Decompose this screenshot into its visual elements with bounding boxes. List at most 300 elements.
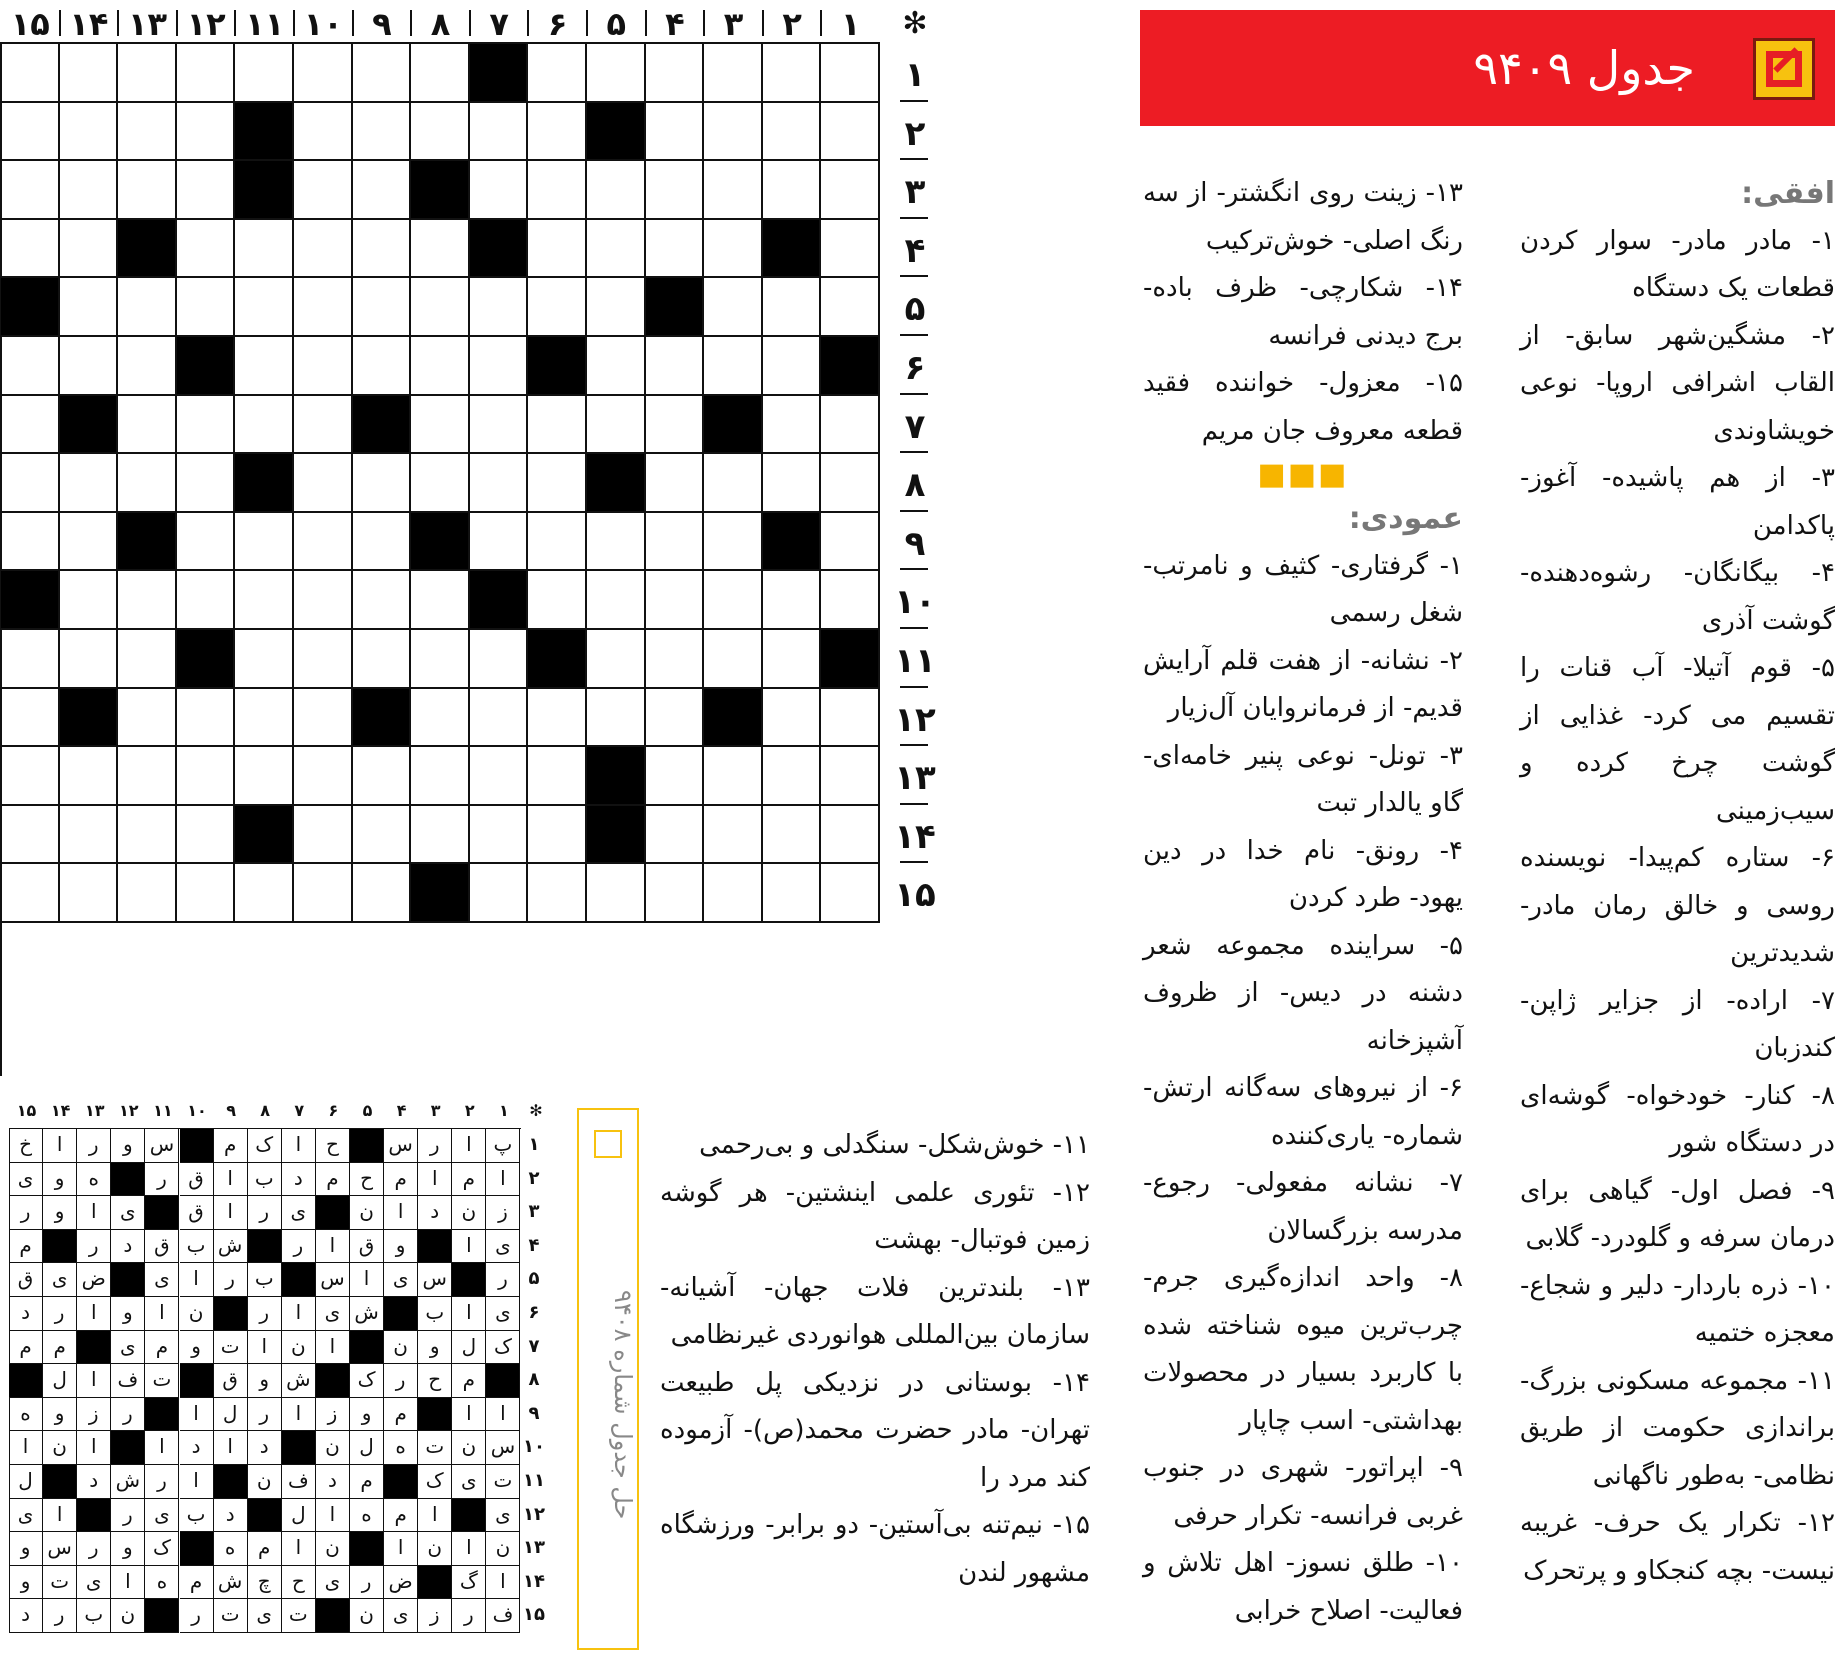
black-cell: [587, 103, 646, 162]
solution-black-cell: [350, 1331, 384, 1365]
solution-column-number: ۳: [430, 1101, 441, 1120]
grid-cell: [528, 747, 587, 806]
solution-cell: ک: [145, 1532, 179, 1566]
across-clue: ۱۳- زینت روی انگشتر- از سه رنگ اصلی- خوش‌ترکیب: [1143, 178, 1463, 256]
grid-cell: [411, 220, 470, 279]
solution-black-cell: [180, 1364, 214, 1398]
grid-cell: [763, 337, 822, 396]
down-clue: ۱۲- تئوری علمی اینشتین- هر گوشه زمین فوتبال- بهشت: [660, 1177, 1090, 1255]
solution-cell: م: [9, 1331, 43, 1365]
column-number: ۱۲: [186, 5, 226, 43]
row-number: ۱۲: [894, 699, 936, 740]
row-number: ۶: [904, 348, 926, 388]
solution-cell: ب: [77, 1599, 111, 1633]
solution-cell: ت: [486, 1465, 520, 1499]
black-cell: [587, 454, 646, 513]
solution-cell: ا: [111, 1566, 145, 1600]
grid-cell: [821, 278, 880, 337]
solution-cell: و: [111, 1532, 145, 1566]
solution-cell: ی: [452, 1465, 486, 1499]
grid-cell: [587, 220, 646, 279]
solution-cell: ق: [9, 1263, 43, 1297]
column-number: ۵: [606, 5, 627, 43]
solution-cell: ش: [214, 1230, 248, 1264]
black-cell: [646, 278, 705, 337]
row-number: ۵: [904, 289, 926, 330]
solution-cell: ر: [43, 1297, 77, 1331]
solution-cell: م: [384, 1398, 418, 1432]
grid-cell: [704, 747, 763, 806]
solution-cell: م: [214, 1129, 248, 1163]
solution-cell: ا: [145, 1297, 179, 1331]
grid-cell: [704, 278, 763, 337]
grid-cell: [763, 864, 822, 923]
puzzle-title: جدول ۹۴۰۹: [1473, 41, 1695, 95]
solution-cell: ا: [452, 1398, 486, 1432]
solution-cell: م: [248, 1532, 282, 1566]
grid-cell: [1, 44, 60, 103]
grid-cell: [763, 454, 822, 513]
across-clue: ۸- کنار- خودخواه- گوشه‌ای در دستگاه شور: [1520, 1080, 1835, 1158]
grid-cell: [353, 864, 412, 923]
grid-cell: [294, 806, 353, 865]
grid-cell: [411, 278, 470, 337]
black-cell: [235, 103, 294, 162]
solution-cell: ا: [43, 1499, 77, 1533]
grid-cell: [821, 396, 880, 455]
solution-row-number: ۶: [528, 1302, 540, 1323]
grid-cell: [704, 454, 763, 513]
solution-cell: ن: [384, 1331, 418, 1365]
solution-cell: ل: [350, 1431, 384, 1465]
solution-cell: و: [111, 1297, 145, 1331]
solution-cell: د: [111, 1230, 145, 1264]
solution-cell: ی: [486, 1297, 520, 1331]
across-clue: ۱- مادر مادر- سوار کردن قطعات یک دستگاه: [1520, 225, 1835, 303]
black-cell: [587, 806, 646, 865]
solution-cell: ه: [145, 1566, 179, 1600]
down-clue: ۹- اپراتور- شهری در جنوب غربی فرانسه- تکرار حرفی: [1143, 1453, 1463, 1531]
solution-cell: و: [180, 1331, 214, 1365]
grid-cell: [704, 44, 763, 103]
black-cell: [470, 220, 529, 279]
solution-title: حل جدول شماره ۹۴۰۸: [609, 1290, 637, 1520]
grid-cell: [821, 220, 880, 279]
solution-row-number: ۲: [528, 1167, 540, 1189]
grid-cell: [1, 864, 60, 923]
solution-cell: ر: [248, 1297, 282, 1331]
across-clues-column: [1520, 170, 1835, 1595]
solution-cell: ا: [77, 1297, 111, 1331]
grid-cell: [177, 44, 236, 103]
solution-cell: د: [214, 1499, 248, 1533]
grid-cell: [646, 806, 705, 865]
grid-cell: [118, 571, 177, 630]
down-clue: ۸- واحد اندازه‌گیری جرم- چرب‌ترین میوه شناخته شده با کاربرد بسیار در محصولات بهداشتی- اسب چاپار: [1143, 1263, 1463, 1436]
solution-cell: ف: [111, 1364, 145, 1398]
solution-cell: ح: [418, 1364, 452, 1398]
grid-cell: [821, 689, 880, 748]
solution-cell: ی: [248, 1599, 282, 1633]
solution-cell: ا: [384, 1532, 418, 1566]
black-cell: [763, 220, 822, 279]
solution-cell: چ: [248, 1566, 282, 1600]
solution-column-number: ۱: [499, 1101, 509, 1120]
grid-cell: [294, 396, 353, 455]
black-cell: [821, 630, 880, 689]
grid-cell: [177, 103, 236, 162]
solution-cell: س: [43, 1532, 77, 1566]
solution-black-cell: [418, 1398, 452, 1432]
solution-column-number: ۹: [226, 1101, 236, 1120]
solution-black-cell: [77, 1499, 111, 1533]
solution-cell: ا: [77, 1196, 111, 1230]
solution-black-cell: [180, 1532, 214, 1566]
grid-cell: [294, 103, 353, 162]
column-number: ۳: [723, 5, 744, 43]
grid-cell: [646, 630, 705, 689]
grid-cell: [235, 337, 294, 396]
solution-cell: گ: [452, 1566, 486, 1600]
row-separator: [900, 100, 928, 102]
solution-cell: ن: [350, 1196, 384, 1230]
grid-cell: [528, 161, 587, 220]
solution-cell: م: [384, 1499, 418, 1533]
grid-cell: [118, 689, 177, 748]
row-number: ۱۰: [894, 582, 936, 623]
row-number: ۱۳: [894, 758, 936, 799]
solution-cell: ی: [9, 1499, 43, 1533]
grid-cell: [60, 806, 119, 865]
solution-cell: و: [9, 1532, 43, 1566]
solution-cell: ن: [486, 1532, 520, 1566]
grid-cell: [60, 747, 119, 806]
section-divider: ■■■: [1257, 457, 1349, 492]
row-separator: [900, 861, 928, 863]
grid-cell: [60, 220, 119, 279]
grid-cell: [821, 161, 880, 220]
grid-cell: [235, 747, 294, 806]
solution-cell: د: [248, 1431, 282, 1465]
grid-cell: [1, 747, 60, 806]
grid-cell: [704, 513, 763, 572]
puzzle-banner: [1140, 10, 1835, 126]
solution-black-cell: [384, 1297, 418, 1331]
grid-cell: [294, 44, 353, 103]
solution-black-cell: [214, 1297, 248, 1331]
solution-cell: ح: [350, 1163, 384, 1197]
solution-cell: ا: [316, 1499, 350, 1533]
solution-row-number: ۴: [528, 1234, 540, 1256]
solution-cell: ق: [180, 1163, 214, 1197]
solution-grid: [9, 1128, 521, 1632]
solution-cell: ی: [282, 1196, 316, 1230]
grid-cell: [470, 337, 529, 396]
solution-cell: د: [180, 1431, 214, 1465]
grid-cell: [60, 630, 119, 689]
solution-black-cell: [486, 1364, 520, 1398]
row-separator: [900, 275, 928, 277]
solution-cell: ر: [145, 1465, 179, 1499]
solution-cell: ک: [350, 1364, 384, 1398]
grid-cell: [704, 630, 763, 689]
grid-cell: [646, 864, 705, 923]
solution-cell: د: [418, 1196, 452, 1230]
grid-cell: [60, 337, 119, 396]
grid-cell: [118, 337, 177, 396]
solution-cell: ن: [316, 1431, 350, 1465]
grid-cell: [118, 630, 177, 689]
solution-cell: ا: [418, 1499, 452, 1533]
solution-black-cell: [77, 1331, 111, 1365]
solution-cell: ا: [214, 1196, 248, 1230]
solution-cell: ت: [145, 1364, 179, 1398]
solution-cell: ک: [248, 1129, 282, 1163]
across-clue: ۱۴- شکارچی- ظرف باده- برج دیدنی فرانسه: [1143, 273, 1463, 351]
solution-cell: پ: [486, 1129, 520, 1163]
solution-cell: ن: [248, 1465, 282, 1499]
solution-column-number: ۱۲: [119, 1101, 139, 1120]
solution-row-number: ۱۲: [523, 1503, 545, 1525]
grid-cell: [177, 513, 236, 572]
solution-black-cell: [316, 1196, 350, 1230]
grid-cell: [353, 44, 412, 103]
down-clue: ۱۱- خوش‌شکل- سنگدلی و بی‌رحمی: [699, 1130, 1090, 1160]
solution-cell: ا: [316, 1230, 350, 1264]
solution-cell: ت: [418, 1431, 452, 1465]
solution-cell: ن: [180, 1297, 214, 1331]
grid-cell: [528, 220, 587, 279]
down-clue: ۱۴- بوستانی در نزدیکی پل طبیعت تهران- مادر حضرت محمد(ص)- آزموده کند مرد را: [660, 1367, 1090, 1493]
solution-cell: ا: [77, 1431, 111, 1465]
grid-cell: [1, 161, 60, 220]
grid-cell: [411, 103, 470, 162]
solution-cell: ر: [111, 1499, 145, 1533]
grid-cell: [821, 747, 880, 806]
solution-cell: ی: [9, 1163, 43, 1197]
solution-cell: ر: [77, 1532, 111, 1566]
column-number: ۱۴: [69, 5, 109, 43]
newspaper-logo-icon: [1753, 38, 1815, 100]
solution-cell: د: [282, 1163, 316, 1197]
row-number: ۲: [904, 113, 926, 154]
solution-cell: و: [418, 1331, 452, 1365]
grid-cell: [704, 161, 763, 220]
solution-cell: ه: [9, 1398, 43, 1432]
black-cell: [587, 747, 646, 806]
solution-cell: ن: [282, 1331, 316, 1365]
across-clue: ۵- قوم آتیلا- آب قنات را تقسیم می کرد- غذایی از گوشت چرخ کرده و سیب‌زمینی: [1520, 653, 1835, 826]
grid-cell: [470, 513, 529, 572]
solution-cell: ر: [111, 1398, 145, 1432]
grid-cell: [763, 571, 822, 630]
grid-cell: [587, 864, 646, 923]
column-number: ۷: [489, 5, 509, 43]
solution-row-number: ۹: [528, 1402, 540, 1424]
grid-cell: [763, 161, 822, 220]
solution-cell: ی: [316, 1566, 350, 1600]
grid-cell: [60, 571, 119, 630]
black-cell: [60, 396, 119, 455]
grid-cell: [528, 454, 587, 513]
solution-cell: ق: [180, 1196, 214, 1230]
solution-cell: م: [350, 1465, 384, 1499]
grid-cell: [177, 864, 236, 923]
solution-cell: ح: [282, 1566, 316, 1600]
solution-cell: ه: [384, 1431, 418, 1465]
solution-black-cell: [316, 1364, 350, 1398]
grid-cell: [177, 689, 236, 748]
solution-cell: ر: [180, 1599, 214, 1633]
grid-cell: [763, 806, 822, 865]
solution-cell: ا: [452, 1297, 486, 1331]
solution-column-number: ۵: [362, 1101, 373, 1120]
grid-cell: [646, 103, 705, 162]
solution-black-cell: [111, 1263, 145, 1297]
solution-column-number: ۶: [328, 1101, 339, 1120]
solution-cell: ن: [111, 1599, 145, 1633]
grid-cell: [1, 454, 60, 513]
solution-cell: ق: [214, 1364, 248, 1398]
solution-cell: ش: [350, 1297, 384, 1331]
grid-cell: [118, 161, 177, 220]
solution-column-number: ۱۱: [153, 1101, 173, 1120]
grid-cell: [470, 864, 529, 923]
solution-column-number: ۲: [464, 1101, 475, 1120]
solution-row-number: ۱۰: [523, 1436, 545, 1458]
solution-cell: ل: [452, 1331, 486, 1365]
grid-cell: [587, 689, 646, 748]
solution-corner-symbol: ✻: [529, 1101, 543, 1120]
solution-cell: ی: [43, 1263, 77, 1297]
row-separator: [900, 158, 928, 160]
grid-cell: [1, 513, 60, 572]
grid-cell: [235, 220, 294, 279]
down-clue: ۳- تونل- نوعی پنیر خامه‌ای- گاو یالدار تبت: [1143, 740, 1463, 818]
grid-cell: [353, 278, 412, 337]
solution-cell: ا: [77, 1364, 111, 1398]
across-clue: ۱۲- تکرار یک حرف- غریبه نیست- بچه کنجکاو و پرتحرک: [1520, 1508, 1835, 1586]
row-separator: [900, 686, 928, 688]
solution-cell: س: [316, 1263, 350, 1297]
column-number: ۱: [840, 5, 861, 43]
grid-cell: [235, 571, 294, 630]
solution-row-number: ۱: [528, 1134, 540, 1155]
grid-cell: [470, 161, 529, 220]
grid-cell: [235, 513, 294, 572]
solution-row-number: ۱۴: [523, 1570, 545, 1592]
solution-column-number: ۸: [260, 1101, 271, 1120]
solution-row-number: ۸: [528, 1369, 540, 1391]
solution-black-cell: [214, 1465, 248, 1499]
down-clue: ۱۰- طلق نسوز- اهل تلاش و فعالیت- اصلاح خرابی: [1143, 1548, 1463, 1626]
grid-cell: [294, 220, 353, 279]
row-separator: [900, 451, 928, 453]
solution-cell: ض: [77, 1263, 111, 1297]
solution-cell: ر: [9, 1196, 43, 1230]
solution-cell: ب: [180, 1499, 214, 1533]
grid-cell: [235, 630, 294, 689]
column-number: ۱۵: [10, 5, 50, 43]
solution-cell: ا: [145, 1431, 179, 1465]
grid-cell: [587, 513, 646, 572]
solution-cell: ا: [9, 1431, 43, 1465]
across-clue: ۶- ستاره کم‌پیدا- نویسنده روسی و خالق رمان مادر- شدیدترین: [1520, 843, 1835, 968]
solution-cell: ب: [248, 1163, 282, 1197]
solution-black-cell: [350, 1532, 384, 1566]
grid-cell: [528, 103, 587, 162]
grid-cell: [528, 571, 587, 630]
grid-cell: [470, 278, 529, 337]
solution-cell: ر: [77, 1230, 111, 1264]
grid-cell: [294, 747, 353, 806]
solution-cell: ق: [145, 1230, 179, 1264]
black-cell: [411, 161, 470, 220]
across-clue: ۱۰- ذره باردار- دلیر و شجاع- معجزه ختمیه: [1520, 1270, 1835, 1348]
solution-cell: ی: [145, 1499, 179, 1533]
solution-cell: ا: [384, 1196, 418, 1230]
solution-black-cell: [43, 1465, 77, 1499]
solution-cell: ا: [418, 1163, 452, 1197]
grid-cell: [528, 278, 587, 337]
solution-black-cell: [316, 1599, 350, 1633]
grid-cell: [353, 161, 412, 220]
solution-cell: و: [384, 1230, 418, 1264]
solution-cell: م: [180, 1566, 214, 1600]
solution-cell: ر: [77, 1129, 111, 1163]
grid-cell: [470, 103, 529, 162]
grid-cell: [294, 571, 353, 630]
solution-cell: ا: [452, 1532, 486, 1566]
solution-black-cell: [248, 1499, 282, 1533]
grid-cell: [177, 161, 236, 220]
black-cell: [411, 513, 470, 572]
across-heading: افقی:: [1741, 176, 1835, 211]
column-number: ۹: [372, 5, 392, 43]
solution-cell: ز: [418, 1599, 452, 1633]
solution-cell: ی: [384, 1599, 418, 1633]
grid-cell: [353, 103, 412, 162]
down-clue: ۷- نشانه مفعولی- رجوع- مدرسه بزرگسالان: [1143, 1168, 1463, 1246]
grid-cell: [704, 806, 763, 865]
solution-cell: ر: [452, 1599, 486, 1633]
down-clue: ۲- نشانه- از هفت قلم آرایش قدیم- از فرمانروایان آل‌زیار: [1143, 645, 1463, 723]
solution-cell: ن: [418, 1532, 452, 1566]
grid-cell: [587, 630, 646, 689]
solution-cell: ر: [214, 1263, 248, 1297]
solution-cell: ک: [418, 1465, 452, 1499]
solution-cell: ل: [9, 1465, 43, 1499]
solution-black-cell: [145, 1599, 179, 1633]
solution-black-cell: [418, 1230, 452, 1264]
solution-cell: ی: [145, 1263, 179, 1297]
black-cell: [821, 337, 880, 396]
across-clue: ۷- اراده- از جزایر ژاپن- کندزبان: [1520, 985, 1835, 1063]
across-clue: ۴- بیگانگان- رشوه‌دهنده- گوشت آذری: [1520, 558, 1835, 636]
row-number: ۸: [904, 465, 926, 506]
solution-cell: ا: [248, 1331, 282, 1365]
solution-row-number: ۷: [528, 1335, 540, 1357]
down-clue: ۴- رونق- نام خدا در دین یهود- طرد کردن: [1143, 835, 1463, 913]
solution-cell: ر: [43, 1599, 77, 1633]
grid-cell: [704, 571, 763, 630]
grid-cell: [294, 513, 353, 572]
solution-cell: س: [418, 1263, 452, 1297]
solution-cell: ر: [384, 1364, 418, 1398]
solution-cell: ر: [418, 1129, 452, 1163]
solution-cell: و: [43, 1398, 77, 1432]
grid-cell: [60, 161, 119, 220]
